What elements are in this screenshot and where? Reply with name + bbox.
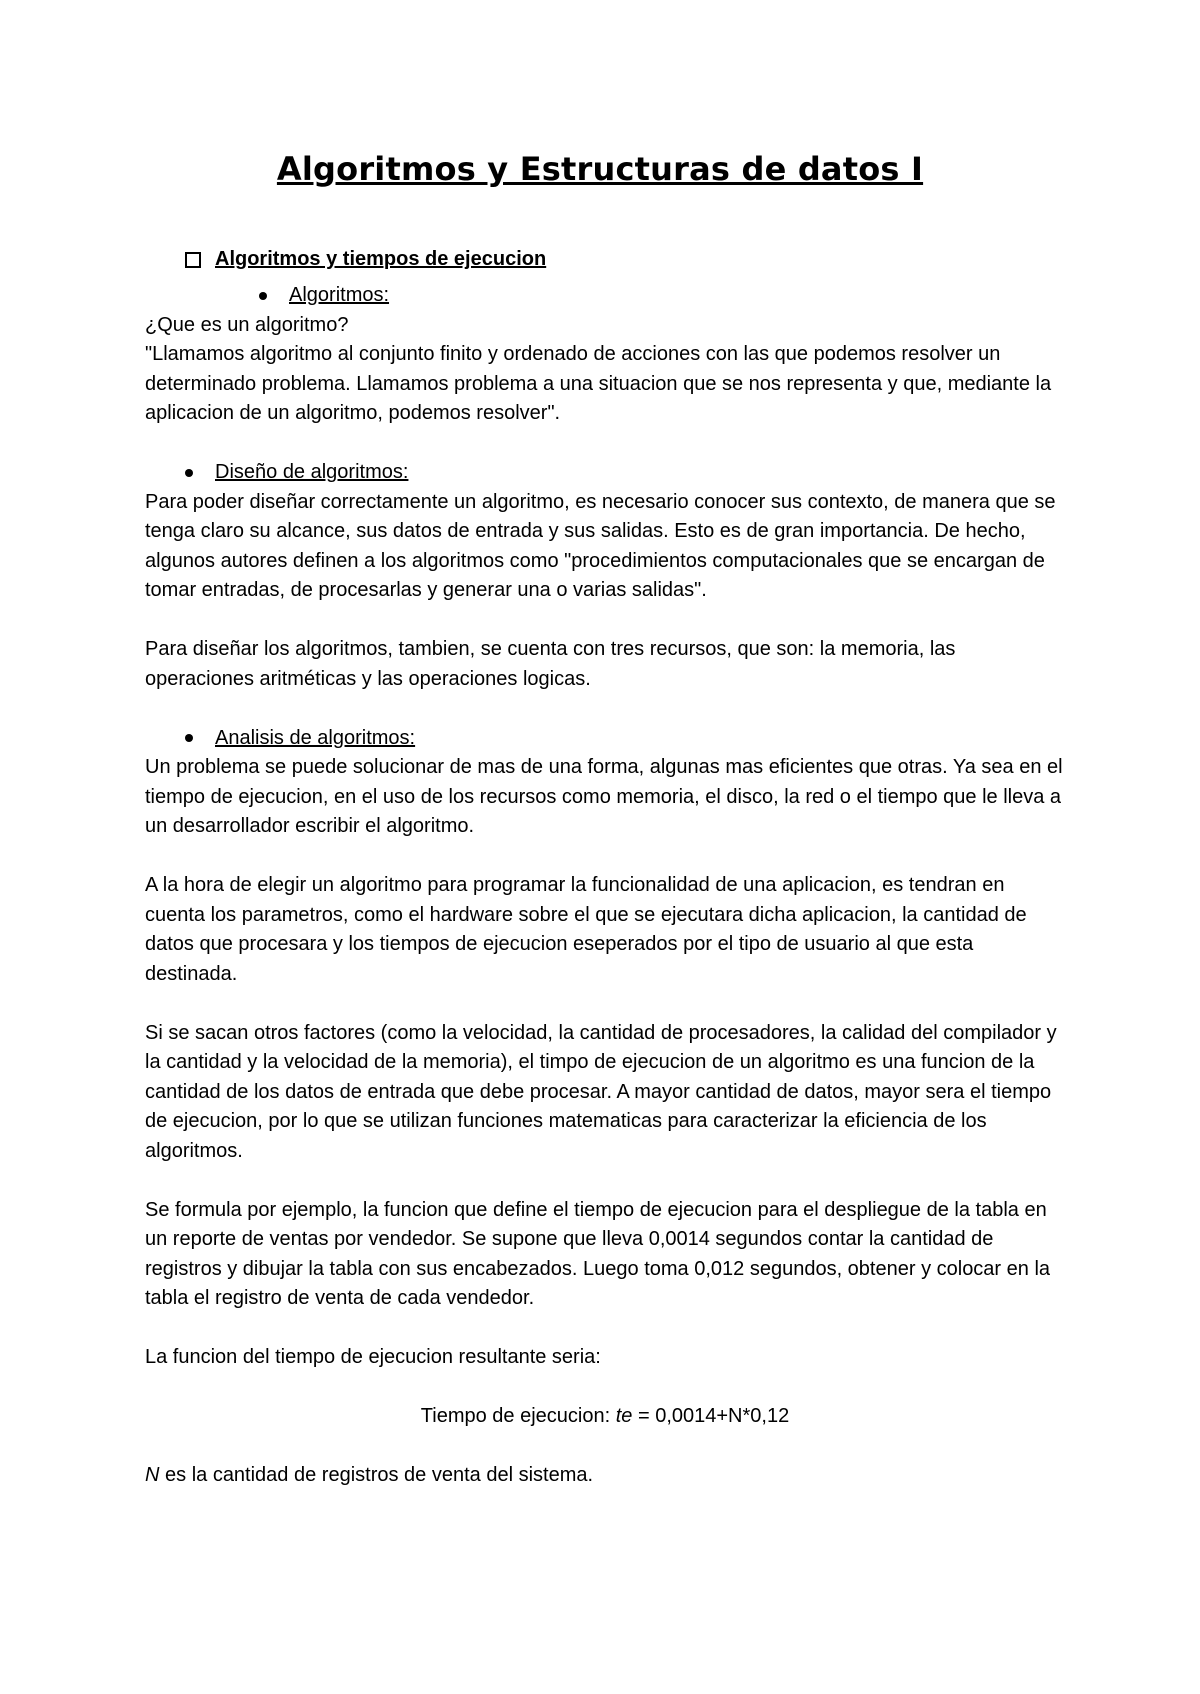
paragraph: A la hora de elegir un algoritmo para programar la funcionalidad de una aplicacion, es tendran en cuenta los parametros, como el hardware sobre el que se ejecutara dicha aplicacion, la cantidad de datos que procesara y los tiempos de ejecucion eseperados por el tipo de usuario al que esta destinada. [145, 874, 1027, 985]
bullet-label: Diseño de algoritmos: [215, 461, 409, 483]
paragraph: Se formula por ejemplo, la funcion que define el tiempo de ejecucion para el despliegue de la tabla en un reporte de ventas por vendedor. Se supone que lleva 0,0014 segundos contar la cantidad de registros y dibujar la tabla con sus encabezados. Luego toma 0,012 segundos, obtener y colocar en la tabla el registro de venta de cada vendedor. [145, 1198, 1051, 1309]
bullet-algoritmos [145, 281, 1065, 311]
note-variable: N [145, 1464, 160, 1486]
paragraph: Para poder diseñar correctamente un algoritmo, es necesario conocer sus contexto, de manera que se tenga claro su alcance, sus datos de entrada y sus salidas. Esto es de gran importancia. De hecho, algunos autores definen a los algoritmos como "procedimientos computacionales que se encargan de tomar entradas, de procesarlas y generar una o varias salidas". [145, 490, 1056, 601]
paragraph: Si se sacan otros factores (como la velocidad, la cantidad de procesadores, la calidad del compilador y la cantidad y la velocidad de la memoria), el timpo de ejecucion de un algoritmo es una funcion de la cantidad de los datos de entrada que debe procesar. A mayor cantidad de datos, mayor sera el tiempo de ejecucion, por lo que se utilizan funciones matematicas para caracterizar la eficiencia de los algoritmos. [145, 1021, 1057, 1162]
question-text: ¿Que es un algoritmo? [145, 313, 349, 336]
definition-paragraph: "Llamamos algoritmo al conjunto finito y ordenado de acciones con las que podemos resolver un determinado problema. Llamamos problema a una situacion que se nos representa y que, mediante la aplicacion de un algoritmo, podemos resolver". [145, 343, 1052, 424]
bullet-label: Analisis de algoritmos: [215, 726, 416, 749]
formula-prefix: Tiempo de ejecucion: [420, 1405, 616, 1427]
paragraph: La funcion del tiempo de ejecucion resultante seria: [145, 1346, 601, 1368]
section-heading [185, 248, 546, 271]
note-paragraph [145, 1461, 1065, 1491]
section-heading-label: Algoritmos y tiempos de ejecucion [215, 248, 547, 270]
formula-rest: = 0,0014+N*0,12 [632, 1405, 790, 1427]
checkbox-icon[interactable] [185, 252, 201, 268]
bullet-label: Algoritmos: [289, 284, 390, 306]
document-title: Algoritmos y Estructuras de datos I [276, 150, 924, 188]
bullet-icon [185, 734, 193, 742]
paragraph: Un problema se puede solucionar de mas de una forma, algunas mas eficientes que otras. Ya sea en el tiempo de ejecucion, en el uso de los recursos como memoria, el disco, la red o el tiempo que le lleva a un desarrollador escribir el algoritmo. [145, 756, 1063, 837]
note-rest: es la cantidad de registros de venta del sistema. [159, 1464, 594, 1486]
paragraph: Para diseñar los algoritmos, tambien, se cuenta con tres recursos, que son: la memoria, las operaciones aritméticas y las operaciones logicas. [145, 638, 956, 690]
bullet-analisis [145, 724, 1065, 754]
formula-variable: te [615, 1405, 633, 1427]
bullet-icon [185, 469, 193, 477]
formula [145, 1402, 1065, 1432]
bullet-icon [259, 292, 267, 300]
bullet-diseno [145, 458, 1065, 488]
document-body [145, 281, 1065, 1491]
